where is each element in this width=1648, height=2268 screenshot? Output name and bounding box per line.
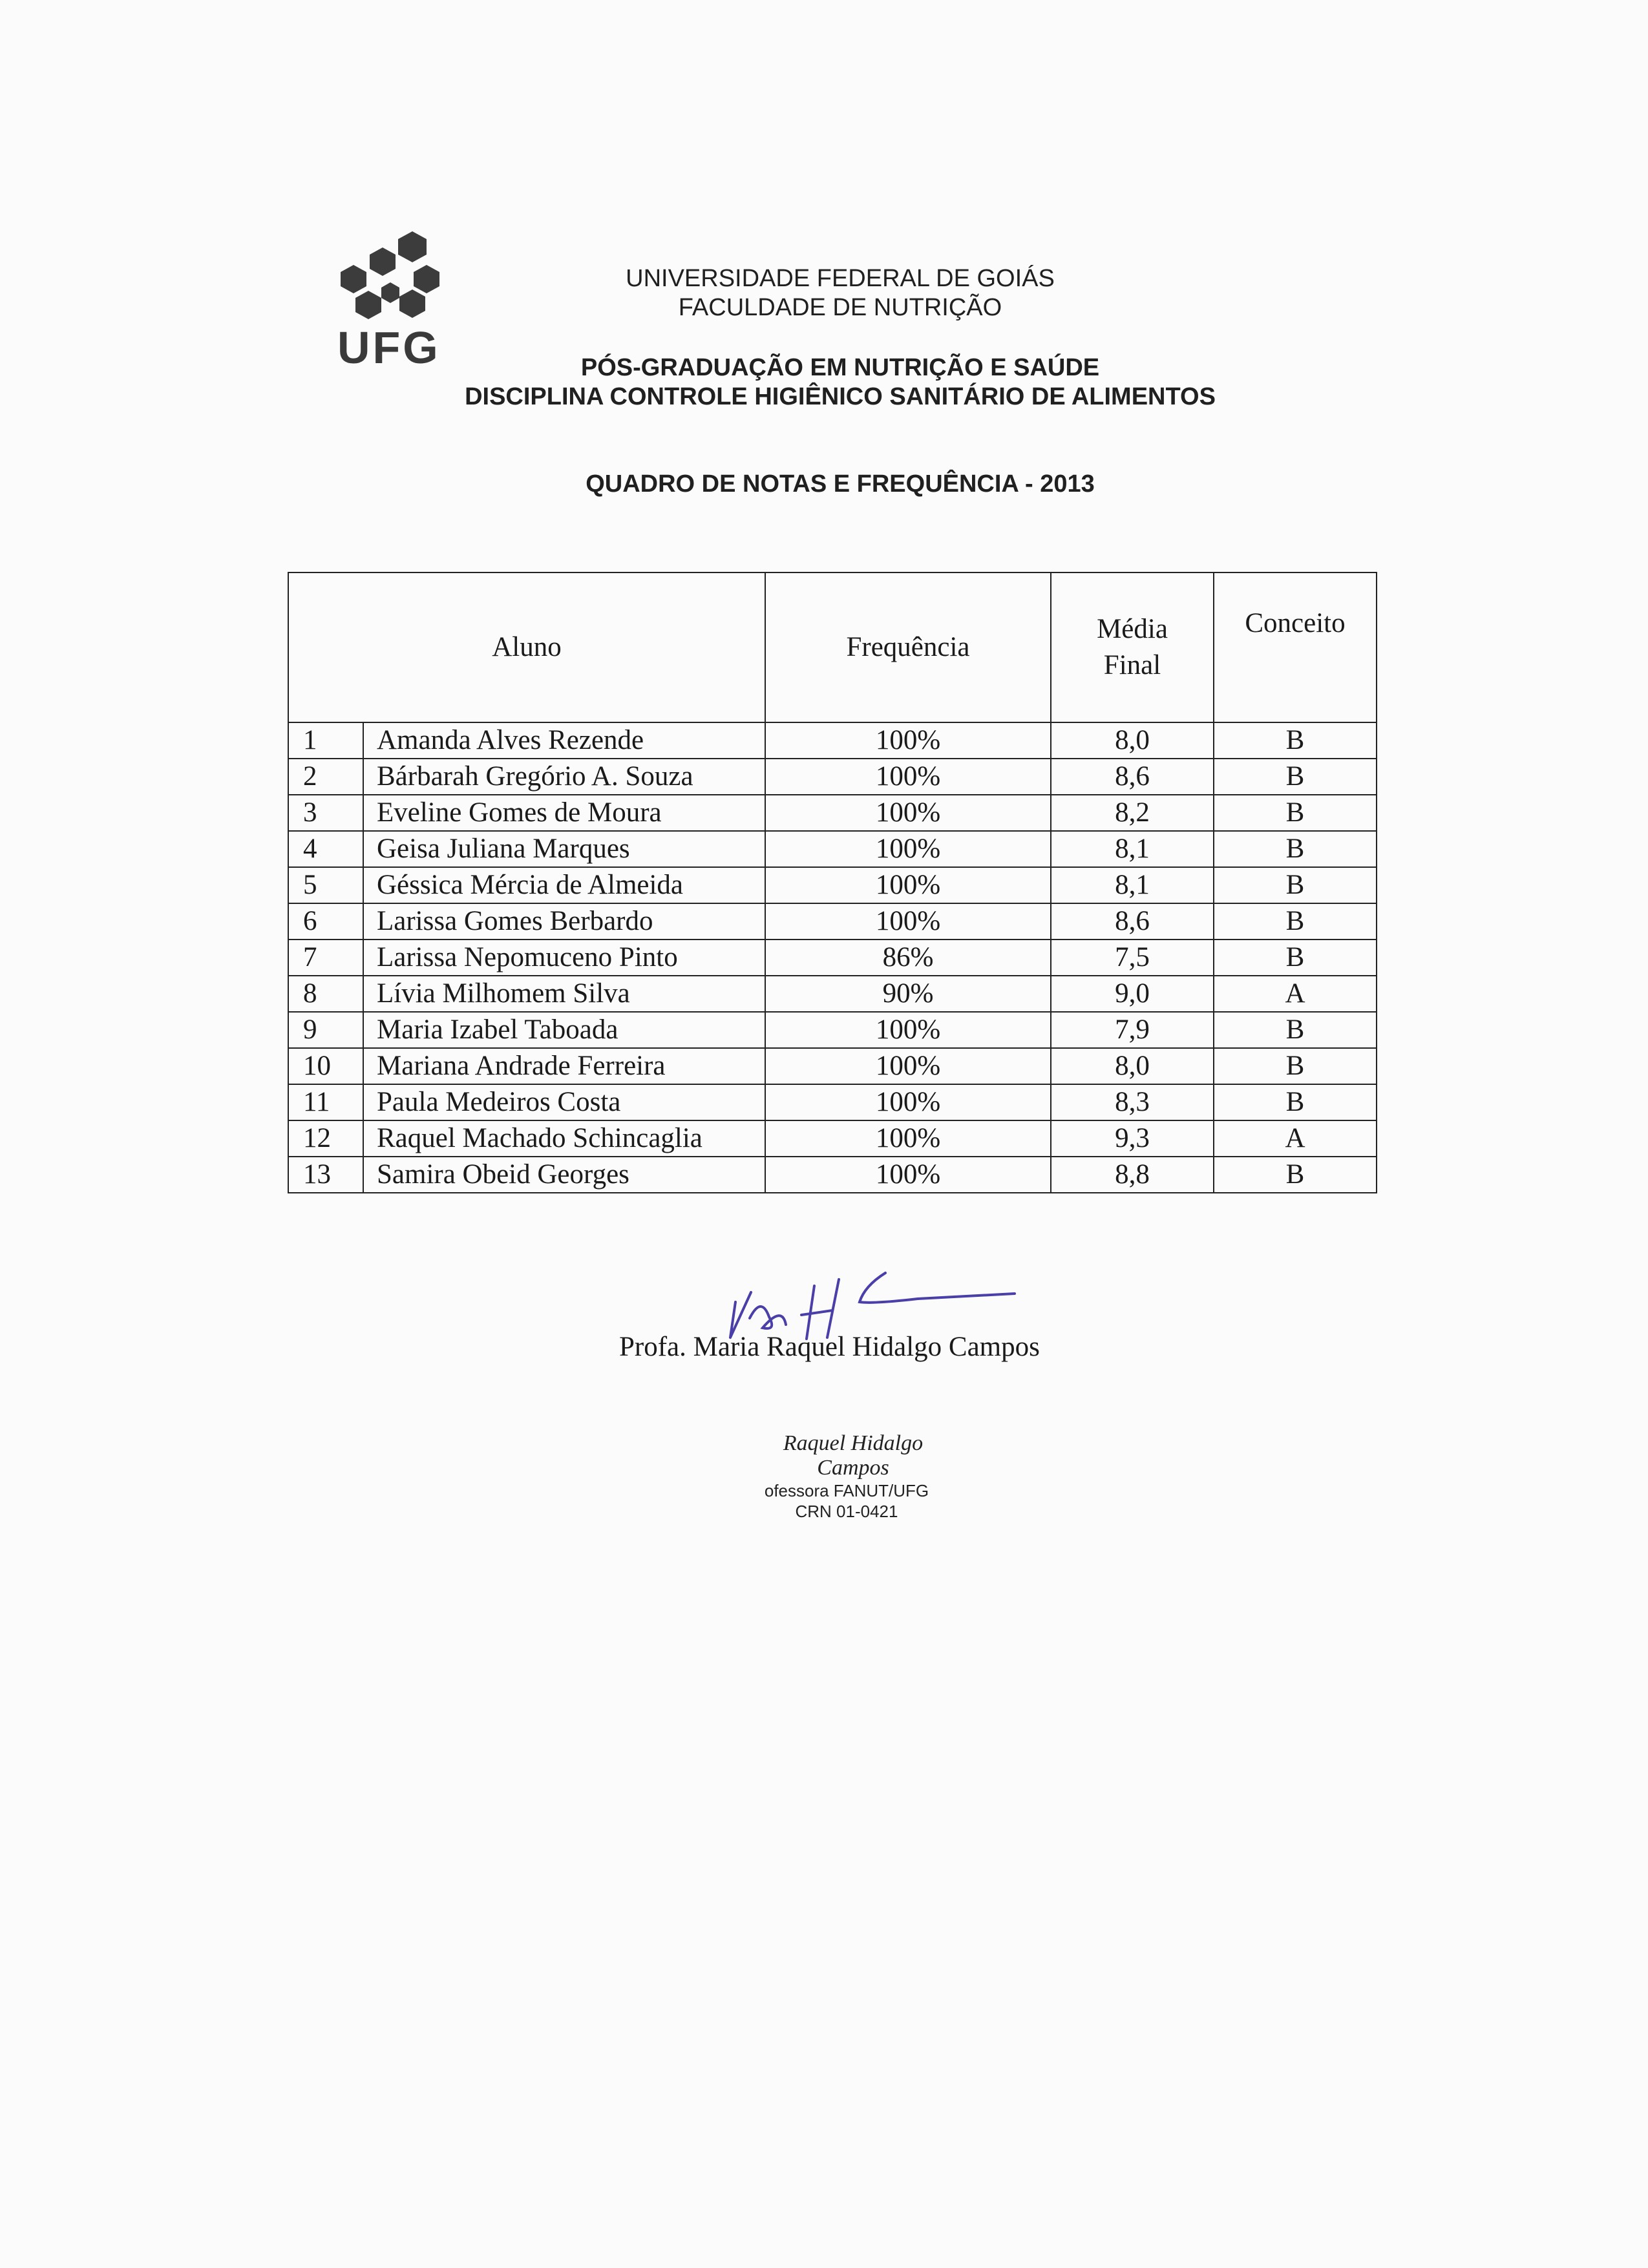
frequency-cell: 100%	[765, 1048, 1051, 1084]
frequency-cell: 100%	[765, 1084, 1051, 1120]
row-number-cell: 3	[288, 795, 363, 831]
document-title: QUADRO DE NOTAS E FREQUÊNCIA - 2013	[586, 470, 1095, 498]
student-name-cell: Larissa Gomes Berbardo	[363, 903, 765, 940]
university-name: UNIVERSIDADE FEDERAL DE GOIÁS	[626, 265, 1055, 292]
frequency-cell: 100%	[765, 903, 1051, 940]
header-average-line1: Média	[1097, 614, 1168, 644]
student-name-cell: Paula Medeiros Costa	[363, 1084, 765, 1120]
logo-text: UFG	[337, 322, 441, 373]
row-number-cell: 1	[288, 722, 363, 759]
discipline-name: DISCIPLINA CONTROLE HIGIÊNICO SANITÁRIO DE ALIMENTOS	[465, 383, 1216, 410]
average-cell: 9,3	[1051, 1120, 1214, 1157]
student-name-cell: Maria Izabel Taboada	[363, 1012, 765, 1048]
average-cell: 8,6	[1051, 903, 1214, 940]
row-number-cell: 11	[288, 1084, 363, 1120]
student-name-cell: Mariana Andrade Ferreira	[363, 1048, 765, 1084]
average-cell: 8,0	[1051, 1048, 1214, 1084]
student-name-cell: Samira Obeid Georges	[363, 1157, 765, 1193]
average-cell: 8,1	[1051, 867, 1214, 903]
table-row	[288, 940, 1377, 976]
frequency-cell: 100%	[765, 759, 1051, 795]
student-name-cell: Bárbarah Gregório A. Souza	[363, 759, 765, 795]
header-frequency: Frequência	[765, 572, 1051, 722]
row-number-cell: 13	[288, 1157, 363, 1193]
row-number-cell: 12	[288, 1120, 363, 1157]
student-name-cell: Larissa Nepomuceno Pinto	[363, 940, 765, 976]
average-cell: 8,8	[1051, 1157, 1214, 1193]
header-average	[1051, 572, 1214, 722]
program-name: PÓS-GRADUAÇÃO EM NUTRIÇÃO E SAÚDE	[580, 354, 1100, 381]
header-average-line2: Final	[1103, 650, 1161, 680]
frequency-cell: 100%	[765, 1157, 1051, 1193]
concept-cell: A	[1214, 1120, 1377, 1157]
student-name-cell: Amanda Alves Rezende	[363, 722, 765, 759]
concept-cell: B	[1214, 759, 1377, 795]
table-row	[288, 1048, 1377, 1084]
table-row	[288, 1012, 1377, 1048]
concept-cell: B	[1214, 1048, 1377, 1084]
table-row	[288, 976, 1377, 1012]
row-number-cell: 4	[288, 831, 363, 867]
frequency-cell: 100%	[765, 1012, 1051, 1048]
concept-cell: B	[1214, 1157, 1377, 1193]
concept-cell: B	[1214, 795, 1377, 831]
professor-stamp	[743, 1431, 950, 1522]
row-number-cell: 5	[288, 867, 363, 903]
header-student: Aluno	[288, 572, 765, 722]
professor-name: Profa. Maria Raquel Hidalgo Campos	[619, 1332, 1040, 1362]
stamp-role: ofessora FANUT/UFG	[764, 1481, 929, 1500]
concept-cell: A	[1214, 976, 1377, 1012]
table-row	[288, 1120, 1377, 1157]
average-cell: 9,0	[1051, 976, 1214, 1012]
table-row	[288, 722, 1377, 759]
row-number-cell: 8	[288, 976, 363, 1012]
concept-cell: B	[1214, 867, 1377, 903]
table-row	[288, 831, 1377, 867]
faculty-name: FACULDADE DE NUTRIÇÃO	[678, 294, 1002, 321]
concept-cell: B	[1214, 903, 1377, 940]
frequency-cell: 90%	[765, 976, 1051, 1012]
concept-cell: B	[1214, 1012, 1377, 1048]
student-name-cell: Lívia Milhomem Silva	[363, 976, 765, 1012]
student-name-cell: Géssica Mércia de Almeida	[363, 867, 765, 903]
frequency-cell: 100%	[765, 831, 1051, 867]
row-number-cell: 6	[288, 903, 363, 940]
student-name-cell: Raquel Machado Schincaglia	[363, 1120, 765, 1157]
row-number-cell: 9	[288, 1012, 363, 1048]
concept-cell: B	[1214, 722, 1377, 759]
concept-cell: B	[1214, 831, 1377, 867]
average-cell: 7,5	[1051, 940, 1214, 976]
average-cell: 8,0	[1051, 722, 1214, 759]
table-row	[288, 867, 1377, 903]
stamp-name: Raquel Hidalgo Campos	[783, 1431, 924, 1480]
row-number-cell: 10	[288, 1048, 363, 1084]
header-concept: Conceito	[1214, 572, 1377, 722]
table-row	[288, 903, 1377, 940]
average-cell: 7,9	[1051, 1012, 1214, 1048]
average-cell: 8,3	[1051, 1084, 1214, 1120]
table-row	[288, 1084, 1377, 1120]
table-header-row	[288, 572, 1377, 722]
average-cell: 8,2	[1051, 795, 1214, 831]
frequency-cell: 100%	[765, 1120, 1051, 1157]
table-row	[288, 795, 1377, 831]
row-number-cell: 7	[288, 940, 363, 976]
student-name-cell: Eveline Gomes de Moura	[363, 795, 765, 831]
frequency-cell: 86%	[765, 940, 1051, 976]
table-row	[288, 1157, 1377, 1193]
frequency-cell: 100%	[765, 722, 1051, 759]
concept-cell: B	[1214, 1084, 1377, 1120]
student-name-cell: Geisa Juliana Marques	[363, 831, 765, 867]
stamp-registry: CRN 01-0421	[795, 1502, 898, 1521]
average-cell: 8,1	[1051, 831, 1214, 867]
table-row	[288, 759, 1377, 795]
grades-table	[288, 572, 1377, 1193]
average-cell: 8,6	[1051, 759, 1214, 795]
row-number-cell: 2	[288, 759, 363, 795]
concept-cell: B	[1214, 940, 1377, 976]
frequency-cell: 100%	[765, 795, 1051, 831]
frequency-cell: 100%	[765, 867, 1051, 903]
